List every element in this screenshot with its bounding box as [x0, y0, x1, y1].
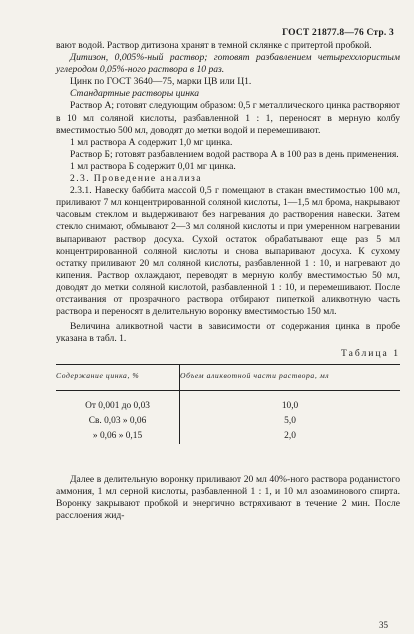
table-caption: Таблица 1 [340, 348, 400, 360]
table-cell: Св. 0,03 » 0,06 [56, 414, 180, 429]
page-header: ГОСТ 21877.8—76 Стр. 3 [282, 28, 394, 38]
aliquot-table [56, 364, 400, 443]
table-cell: » 0,06 » 0,15 [56, 429, 180, 444]
table-row [56, 414, 400, 429]
paragraph-solution-b: Раствор Б; готовят разбавлением водой раствора А в 100 раз в день применения. [70, 148, 399, 160]
paragraph-extraction: Далее в делительную воронку приливают 20 мл 40%-ного раствора роданистого аммония, 1 мл серной кислоты, разбавленной 1 : 1, и 10 мл азоаминового спирта. Воронку закрывают пробкой и энергично встряхивают в течение 2 мин. После расслоения жид- [56, 473, 400, 521]
paragraph-procedure: 2.3.1. Навеску баббита массой 0,5 г помещают в стакан вместимостью 100 мл, приливают 7 мл концентрированной соляной кислоты, 1—1,5 мл брома, накрывают часовым стеклом и выдерживают без нагревания до растворения навески. Затем стекло снимают, обмывают 2—3 мл соляной кислоты и при умеренном нагревании выпаривают раствор досуха. Сухой остаток обрабатывают еще раз 5 мл концентрированной соляной кислоты и снова выпаривают досуха. К сухому остатку приливают 20 мл соляной кислоты, разбавленной 1 : 10, и нагревают до кипения. Раствор охлаждают, переводят в мерную колбу вместимостью 50 мл, доводят до метки соляной кислотой, разбавленной 1 : 10, и перемешивают. После отстаивания от прозрачного раствора отбирают пипеткой аликвотную часть раствора и переносят в делительную воронку вместимостью 150 мл. [56, 185, 400, 318]
paragraph-solution-b-content: 1 мл раствора Б содержит 0,01 мг цинка. [70, 160, 236, 172]
paragraph-zinc: Цинк по ГОСТ 3640—75, марки ЦВ или Ц1. [70, 76, 252, 88]
paragraph-solution-a-content: 1 мл раствора А содержит 1,0 мг цинка. [70, 136, 233, 148]
table-row [56, 429, 400, 444]
table-header-zinc: Содержание цинка, % [56, 365, 180, 390]
table-cell: 2,0 [284, 430, 296, 441]
table-cell: 5,0 [284, 415, 296, 426]
table-cell: От 0,001 до 0,03 [56, 390, 180, 414]
table-header-volume: Объем аликвотной части раствора, мл [180, 365, 400, 390]
document-body [56, 40, 400, 522]
table-cell: 10,0 [281, 400, 299, 411]
paragraph-continuation: вают водой. Раствор дитизона хранят в темной склянке с притертой пробкой. [56, 40, 372, 51]
paragraph-aliquot: Величина аликвотной части в зависимости от содержания цинка в пробе указана в табл. 1. [56, 321, 400, 345]
table-row [56, 390, 400, 414]
page-number: 35 [379, 620, 388, 630]
section-heading: 2.3. Проведение анализа [70, 173, 202, 185]
subheading-standard-solutions: Стандартные растворы цинка [70, 88, 200, 100]
paragraph-solution-a: Раствор А; готовят следующим образом: 0,5 г металлического цинка растворяют в 10 мл соляной кислоты, разбавленной 1 : 1, переносят в мерную колбу вместимостью 500 мл, доводят до метки водой и перемешивают. [56, 100, 400, 136]
paragraph-dithizone: Дитизон, 0,005%-ный раствор; готовят разбавлением четыреххлористым углеродом 0,05%-ного раствора в 10 раз. [56, 52, 400, 76]
